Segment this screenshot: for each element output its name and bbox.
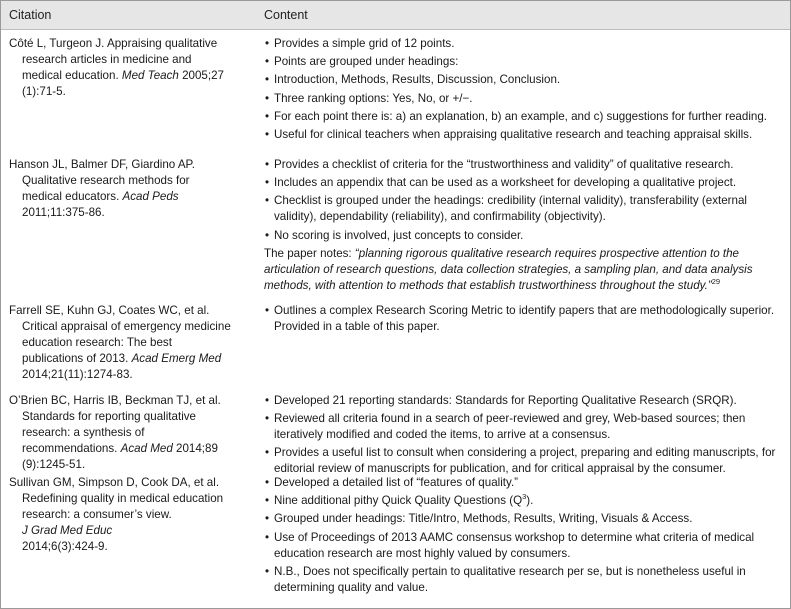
- list-item: • Introduction, Methods, Results, Discussion, Conclusion.: [264, 72, 786, 88]
- list-item: • Developed a detailed list of “features of quality.”: [264, 475, 786, 491]
- list-item: • Useful for clinical teachers when appraising qualitative research and teaching appraisal skills.: [264, 127, 786, 143]
- list-item: • Grouped under headings: Title/Intro, Methods, Results, Writing, Visuals & Access.: [264, 511, 786, 527]
- citation-cell: Farrell SE, Kuhn GJ, Coates WC, et al. Critical appraisal of emergency medicine education research: The best publications of 2013. Acad Emerg Med 2014;21(11):1274-83.: [9, 304, 231, 381]
- list-item: • Nine additional pithy Quick Quality Questions $(Q^3)$.: [264, 493, 786, 509]
- citation-cell: Hanson JL, Balmer DF, Giardino AP. Qualitative research methods for medical educators. Acad Peds 2011;11:375-86.: [9, 158, 196, 219]
- content-cell: [264, 393, 786, 480]
- list-item: • Three ranking options: Yes, No, or +/−.: [264, 91, 786, 107]
- list-item: • Developed 21 reporting standards: Standards for Reporting Qualitative Research (SRQR).: [264, 393, 786, 409]
- table-header: [1, 1, 790, 30]
- list-item: • Use of Proceedings of 2013 AAMC consensus workshop to determine what criteria of medical education research are most highly valued by consumers.: [264, 530, 786, 562]
- citation-cell: O’Brien BC, Harris IB, Beckman TJ, et al. Standards for reporting qualitative research: a synthesis of recommendations. Acad Med 2014;89 (9):1245-51.: [9, 394, 221, 471]
- citation-cell: Côté L, Turgeon J. Appraising qualitative research articles in medicine and medical education. Med Teach 2005;27 (1):71-5.: [9, 37, 224, 98]
- content-cell: [264, 303, 786, 337]
- list-item: • Points are grouped under headings:: [264, 54, 786, 70]
- content-cell: [264, 475, 786, 598]
- paper-note: The paper notes: “planning rigorous qualitative research requires prospective attention to the articulation of research questions, data collection strategies, a sampling plan, and data analysis methods, with attention to methods that establish trustworthiness throughout the study.”$^{29}$: [264, 246, 753, 292]
- list-item: • N.B., Does not specifically pertain to qualitative research per se, but is nonetheless useful in determining quality and value.: [264, 564, 786, 596]
- list-item: • Provides a simple grid of 12 points.: [264, 36, 786, 52]
- citation-cell: Sullivan GM, Simpson D, Cook DA, et al. Redefining quality in medical education research: a consumer’s view. J Grad Med Educ 2014;6(3):424-9.: [9, 476, 224, 553]
- content-cell: [264, 36, 786, 145]
- list-item: • Outlines a complex Research Scoring Metric to identify papers that are methodologically superior. Provided in a table of this paper.: [264, 303, 786, 335]
- list-item: • Provides a checklist of criteria for the “trustworthiness and validity” of qualitative research.: [264, 157, 786, 173]
- list-item: • Provides a useful list to consult when considering a project, preparing and editing manuscripts, for editorial review of manuscripts for publication, and for critical appraisal by the consumer.: [264, 445, 786, 477]
- citation-column-header: Citation: [9, 8, 52, 22]
- list-item: • No scoring is involved, just concepts to consider.: [264, 228, 786, 244]
- list-item: • Includes an appendix that can be used as a worksheet for developing a qualitative project.: [264, 175, 786, 191]
- content-column-header: Content: [264, 8, 308, 22]
- list-item: • For each point there is: a) an explanation, b) an example, and c) suggestions for further reading.: [264, 109, 786, 125]
- content-cell: [264, 157, 786, 294]
- list-item: • Checklist is grouped under the headings: credibility (internal validity), transferability (external validity), dependability (reliability), and confirmability (objectivity).: [264, 193, 786, 225]
- list-item: • Reviewed all criteria found in a search of peer-reviewed and grey, Web-based sources; then iteratively modified and coded the items, to arrive at a consensus.: [264, 411, 786, 443]
